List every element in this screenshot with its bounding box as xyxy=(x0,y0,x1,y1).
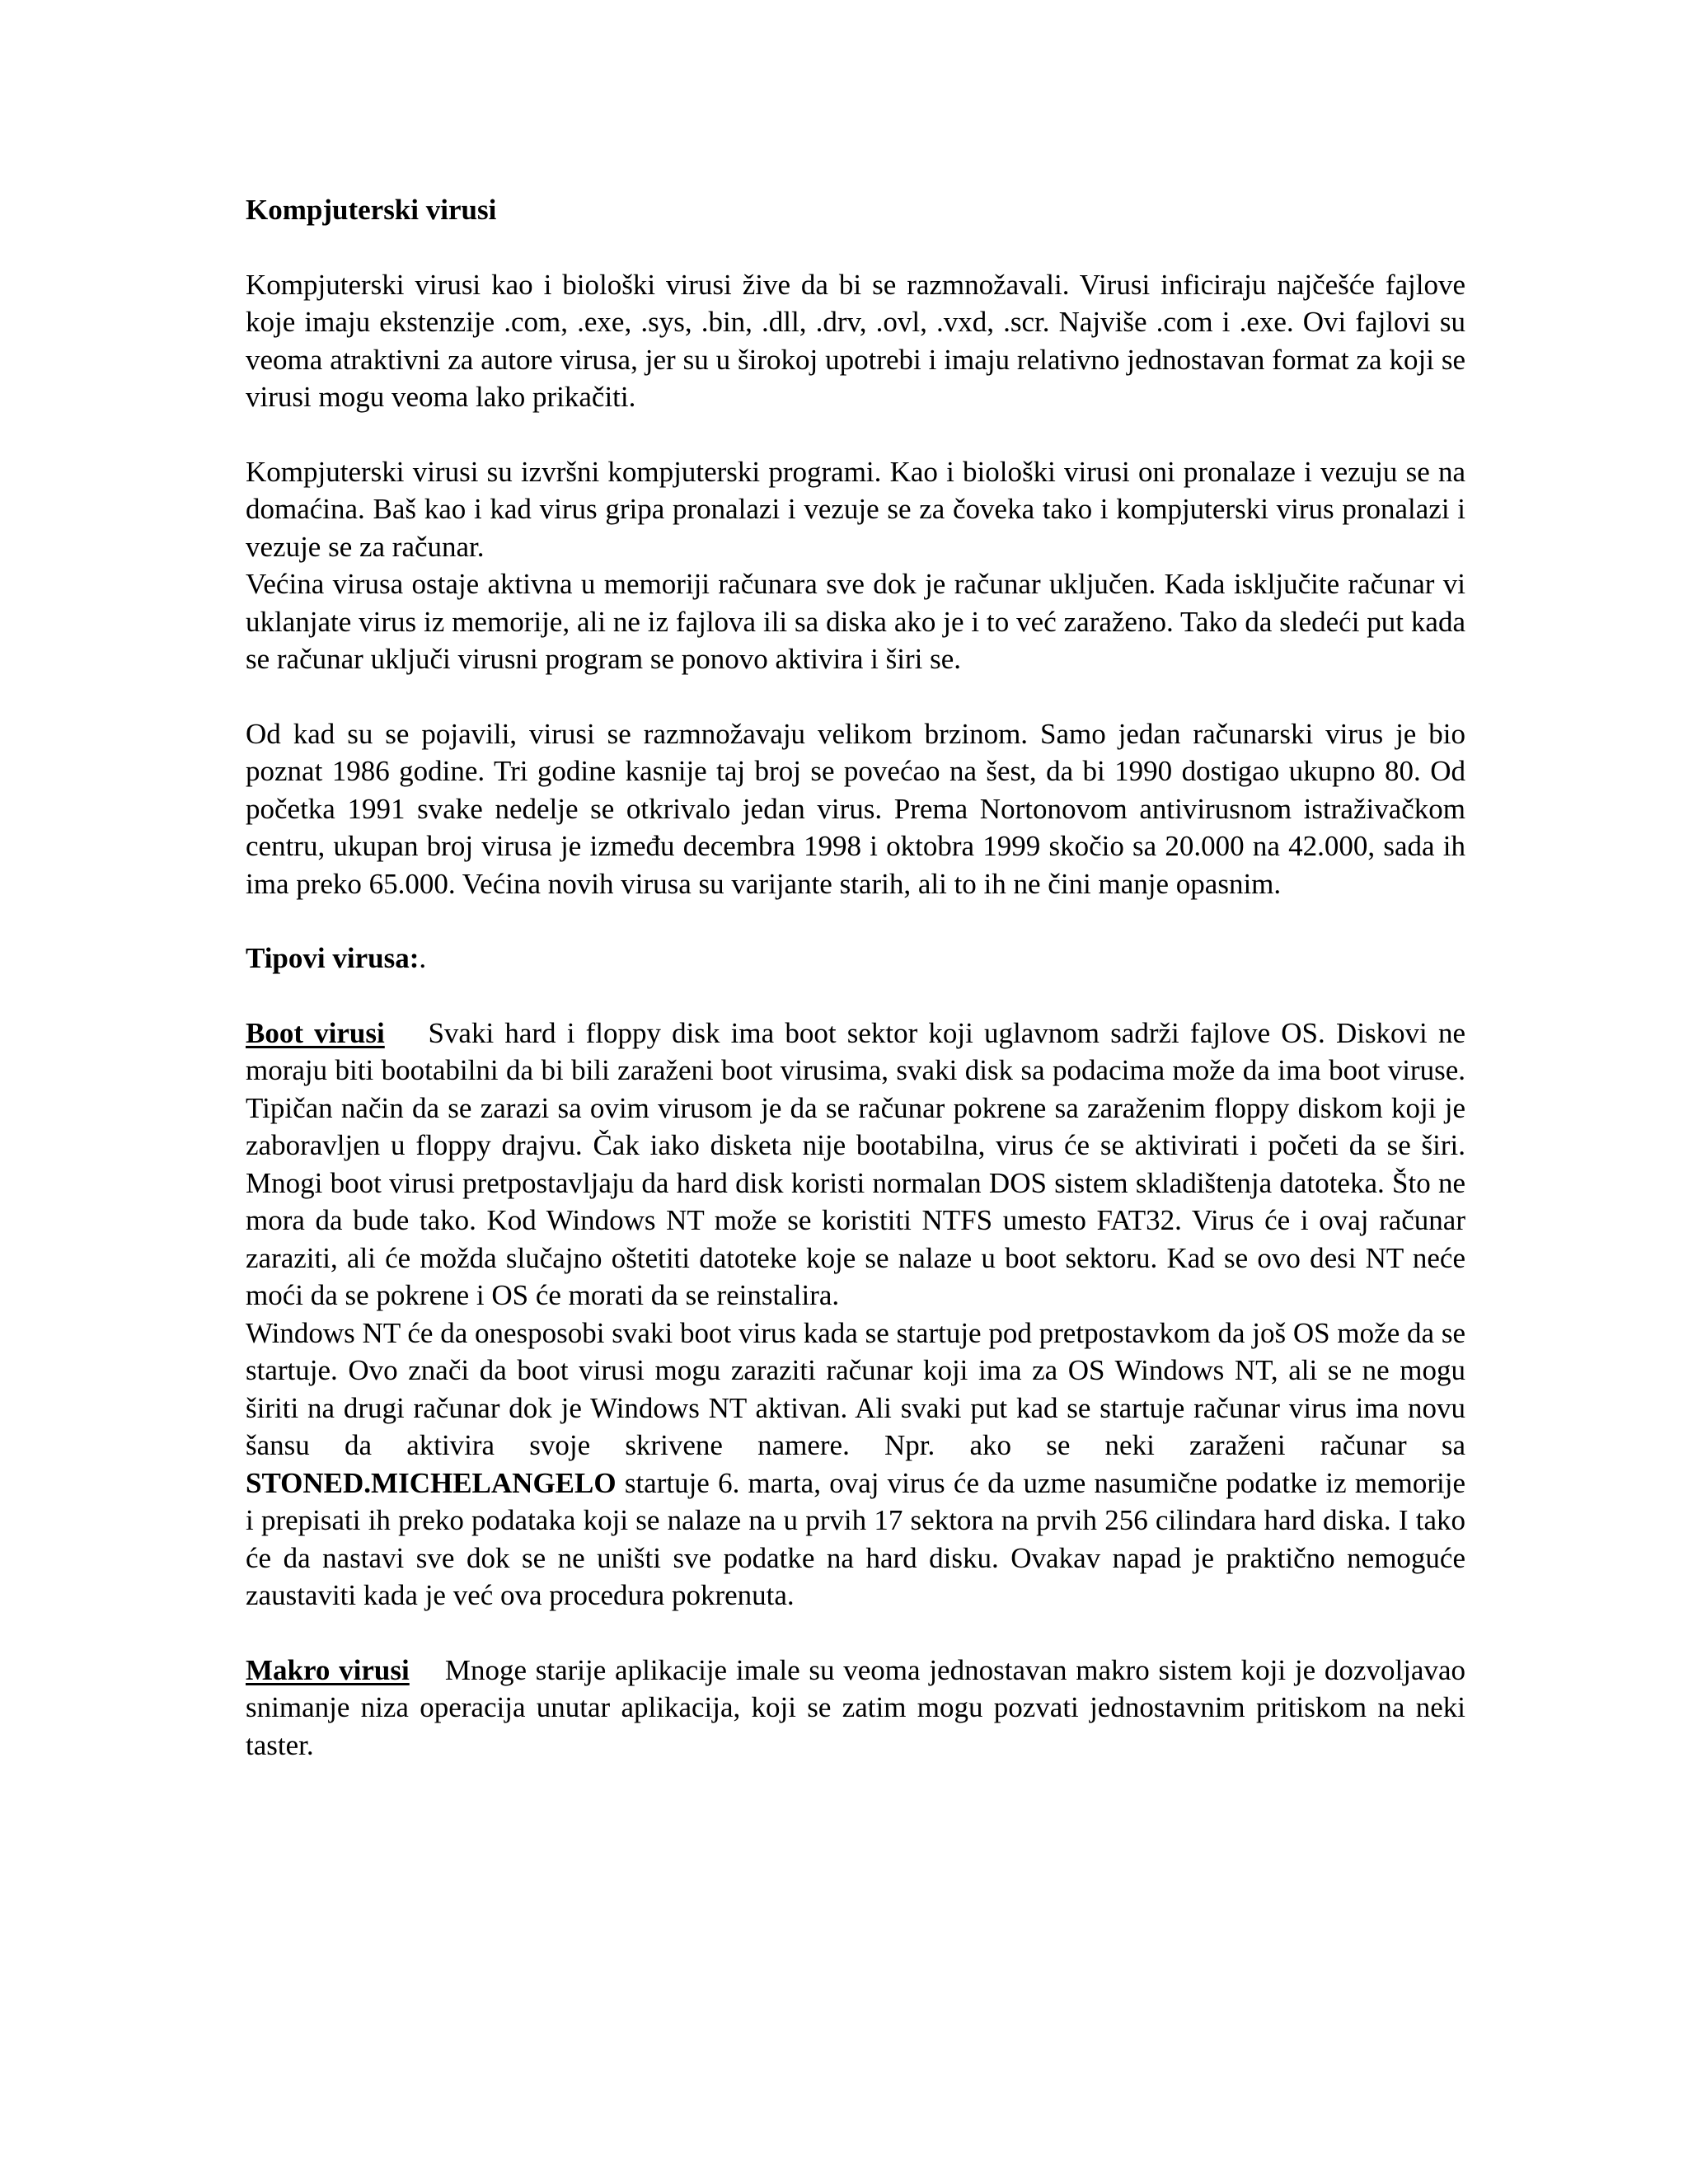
paragraph-gap xyxy=(246,977,1465,1015)
programs-paragraph: Kompjuterski virusi su izvršni kompjuterski programi. Kao i biološki virusi oni pronalaze i vezuju se na domaćina. Baš kao i kad virus gripa pronalazi i vezuje se za čoveka tako i kompjuterski virus pronalazi i vezuje se za računar. xyxy=(246,455,1465,563)
types-heading-dot: . xyxy=(419,942,427,974)
paragraph-gap xyxy=(246,902,1465,940)
michelangelo-virus-name: STONED.MICHELANGELO xyxy=(246,1466,617,1499)
macro-virus-text: Mnoge starije aplikacije imale su veoma jednostavan makro sistem koji je dozvoljavao snimanje niza operacija unutar aplikacija, koji se zatim mogu pozvati jednostavnim pritiskom na neki taster. xyxy=(246,1653,1465,1761)
paragraph-gap xyxy=(246,678,1465,715)
macro-virus-paragraph xyxy=(246,1652,1465,1765)
windows-nt-paragraph xyxy=(246,1315,1465,1615)
types-heading-text: Tipovi virusa: xyxy=(246,942,420,974)
paragraph-gap xyxy=(246,1615,1465,1652)
document-title: Kompjuterski virusi xyxy=(246,194,497,226)
memory-paragraph: Većina virusa ostaje aktivna u memoriji računara sve dok je računar uključen. Kada isključite računar vi uklanjate virus iz memorije, ali ne iz fajlova ili sa diska ako je i to već zaraženo. Tako da sledeći put kada se računar uključi virusni program se ponovo aktivira i širi se. xyxy=(246,568,1465,675)
paragraph-gap xyxy=(246,416,1465,453)
macro-virus-label: Makro virusi xyxy=(246,1653,410,1686)
document-page xyxy=(246,191,1465,1764)
boot-virus-paragraph xyxy=(246,1015,1465,1315)
history-paragraph: Od kad su se pojavili, virusi se razmnožavaju velikom brzinom. Samo jedan računarski virus je bio poznat 1986 godine. Tri godine kasnije taj broj se povećao na šest, da bi 1990 dostigao ukupno 80. Od početka 1991 svake nedelje se otkrivalo jedan virus. Prema Nortonovom antivirusnom istraživačkom centru, ukupan broj virusa je između decembra 1998 i oktobra 1999 skočio sa 20.000 na 42.000, sada ih ima preko 65.000. Većina novih virusa su varijante starih, ali to ih ne čini manje opasnim. xyxy=(246,717,1465,900)
boot-virus-label: Boot virusi xyxy=(246,1016,385,1049)
windows-nt-text-end: startuje 6. marta, ovaj virus će da uzme nasumične podatke iz memorije i prepisati ih preko podataka koji se nalaze na u prvih 17 sektora na prvih 256 cilindara hard diska. I tako će da nastavi sve dok se ne uništi sve podatke na hard disku. Ovakav napad je praktično nemoguće zaustaviti kada je već ova procedura pokrenuta. xyxy=(246,1466,1465,1611)
intro-paragraph: Kompjuterski virusi kao i biološki virusi žive da bi se razmnožavali. Virusi inficiraju najčešće fajlove koje imaju ekstenzije .com, .exe, .sys, .bin, .dll, .drv, .ovl, .vxd, .scr. Najviše .com i .exe. Ovi fajlovi su veoma atraktivni za autore virusa, jer su u širokoj upotrebi i imaju relativno jednostavan format za koji se virusi mogu veoma lako prikačiti. xyxy=(246,268,1465,413)
windows-nt-text-start: Windows NT će da onesposobi svaki boot virus kada se startuje pod pretpostavkom da još OS može da se startuje. Ovo znači da boot virusi mogu zaraziti računar koji ima za OS Windows NT, ali se ne mogu širiti na drugi računar dok je Windows NT aktivan. Ali svaki put kad se startuje računar virus ima novu šansu da aktivira svoje skrivene namere. Npr. ako se neki zaraženi računar sa xyxy=(246,1316,1465,1461)
types-heading xyxy=(246,940,1465,977)
boot-virus-text: Svaki hard i floppy disk ima boot sektor koji uglavnom sadrži fajlove OS. Diskovi ne moraju biti bootabilni da bi bili zaraženi boot virusima, svaki disk sa podacima može da ima boot viruse. Tipičan način da se zarazi sa ovim virusom je da se računar pokrene sa zaraženim floppy diskom koji je zaboravljen u floppy drajvu. Čak iako disketa nije bootabilna, virus će se aktivirati i početi da se širi. Mnogi boot virusi pretpostavljaju da hard disk koristi normalan DOS sistem skladištenja datoteka. Što ne mora da bude tako. Kod Windows NT može se koristiti NTFS umesto FAT32. Virus će i ovaj računar zaraziti, ali će možda slučajno oštetiti datoteke koje se nalaze u boot sektoru. Kad se ovo desi NT neće moći da se pokrene i OS će morati da se reinstalira. xyxy=(246,1016,1465,1311)
